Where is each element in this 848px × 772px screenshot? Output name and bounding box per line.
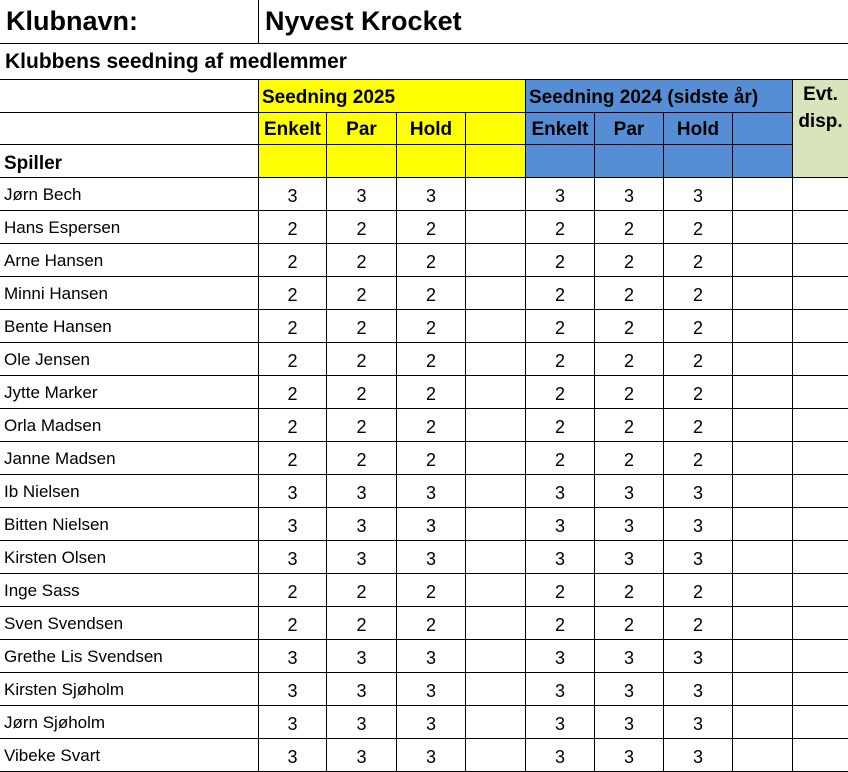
extra-2025-cell[interactable] (466, 673, 526, 706)
hold-2025-cell[interactable]: 3 (397, 640, 466, 673)
player-name-cell[interactable]: Arne Hansen (0, 244, 259, 277)
disp-cell[interactable] (793, 310, 848, 343)
par-2025-cell[interactable]: 2 (327, 442, 397, 475)
disp-cell[interactable] (793, 706, 848, 739)
extra-2024-cell[interactable] (733, 574, 793, 607)
extra-2025-cell[interactable] (466, 211, 526, 244)
disp-cell[interactable] (793, 508, 848, 541)
enkelt-2024-cell[interactable]: 2 (526, 442, 595, 475)
enkelt-2025-cell[interactable]: 3 (259, 541, 327, 574)
par-2025-cell[interactable]: 3 (327, 541, 397, 574)
par-2025-cell[interactable]: 2 (327, 211, 397, 244)
par-2024-cell[interactable]: 2 (595, 409, 664, 442)
enkelt-2024-header[interactable]: Enkelt (526, 113, 595, 145)
player-name-cell[interactable]: Grethe Lis Svendsen (0, 640, 259, 673)
hold-2025-cell[interactable]: 2 (397, 409, 466, 442)
hold-2024-cell[interactable]: 2 (664, 310, 733, 343)
hold-2025-cell[interactable]: 3 (397, 178, 466, 211)
enkelt-2025-cell[interactable]: 2 (259, 442, 327, 475)
extra-2025-cell[interactable] (466, 475, 526, 508)
extra-2024-cell[interactable] (733, 640, 793, 673)
extra-2024-cell[interactable] (733, 343, 793, 376)
hold-2025-cell[interactable]: 2 (397, 277, 466, 310)
player-name-cell[interactable]: Sven Svendsen (0, 607, 259, 640)
par-2024-cell[interactable]: 2 (595, 442, 664, 475)
hold-2024-cell[interactable]: 3 (664, 508, 733, 541)
enkelt-2024-cell[interactable]: 3 (526, 178, 595, 211)
player-name-cell[interactable]: Inge Sass (0, 574, 259, 607)
extra-2025-cell[interactable] (466, 376, 526, 409)
enkelt-2024-cell[interactable]: 2 (526, 607, 595, 640)
extra-2025-cell[interactable] (466, 442, 526, 475)
disp-cell[interactable] (793, 475, 848, 508)
enkelt-2024-cell[interactable]: 2 (526, 244, 595, 277)
hold-2025-cell[interactable]: 3 (397, 739, 466, 772)
hold-2024-cell[interactable]: 3 (664, 541, 733, 574)
extra-2024-cell[interactable] (733, 706, 793, 739)
extra-2025-cell[interactable] (466, 343, 526, 376)
hold-2025-cell[interactable]: 2 (397, 244, 466, 277)
player-name-cell[interactable]: Ole Jensen (0, 343, 259, 376)
hold-2024-cell[interactable]: 2 (664, 244, 733, 277)
par-2024-header[interactable]: Par (595, 113, 664, 145)
hold-2025-cell[interactable]: 3 (397, 508, 466, 541)
hold-2024-cell[interactable]: 2 (664, 343, 733, 376)
par-2024-cell[interactable]: 3 (595, 706, 664, 739)
hold-2024-cell[interactable]: 2 (664, 211, 733, 244)
par-2024-cell[interactable]: 3 (595, 739, 664, 772)
enkelt-2024-cell[interactable]: 3 (526, 739, 595, 772)
extra-2024-cell[interactable] (733, 541, 793, 574)
seed-2025-header[interactable]: Seedning 2025 (259, 80, 526, 113)
player-name-cell[interactable]: Kirsten Olsen (0, 541, 259, 574)
enkelt-2024-cell[interactable]: 3 (526, 475, 595, 508)
extra-2024-cell[interactable] (733, 508, 793, 541)
player-name-cell[interactable]: Kirsten Sjøholm (0, 673, 259, 706)
enkelt-2024-cell[interactable]: 2 (526, 310, 595, 343)
par-2024-cell[interactable]: 2 (595, 376, 664, 409)
par-2025-cell[interactable]: 2 (327, 277, 397, 310)
extra-2024-cell[interactable] (733, 475, 793, 508)
extra-2025-cell[interactable] (466, 574, 526, 607)
par-2025-cell[interactable]: 3 (327, 508, 397, 541)
hold-2025-header[interactable]: Hold (397, 113, 466, 145)
player-name-cell[interactable]: Vibeke Svart (0, 739, 259, 772)
blank-2024-par[interactable] (595, 145, 664, 178)
par-2024-cell[interactable]: 3 (595, 178, 664, 211)
enkelt-2025-cell[interactable]: 3 (259, 673, 327, 706)
par-2024-cell[interactable]: 3 (595, 475, 664, 508)
club-name-cell[interactable]: Nyvest Krocket (259, 0, 848, 44)
disp-cell[interactable] (793, 607, 848, 640)
hold-2025-cell[interactable]: 2 (397, 574, 466, 607)
par-2024-cell[interactable]: 3 (595, 640, 664, 673)
blank-2025-par[interactable] (327, 145, 397, 178)
disp-cell[interactable] (793, 640, 848, 673)
extra-2025-cell[interactable] (466, 310, 526, 343)
hold-2024-cell[interactable]: 3 (664, 706, 733, 739)
blank-2025-enkelt[interactable] (259, 145, 327, 178)
blank-header-cell-2[interactable] (0, 113, 259, 145)
player-name-cell[interactable]: Bitten Nielsen (0, 508, 259, 541)
hold-2024-cell[interactable]: 3 (664, 739, 733, 772)
enkelt-2025-cell[interactable]: 2 (259, 310, 327, 343)
disp-cell[interactable] (793, 574, 848, 607)
disp-cell[interactable] (793, 211, 848, 244)
hold-2024-cell[interactable]: 3 (664, 475, 733, 508)
hold-2024-cell[interactable]: 3 (664, 673, 733, 706)
blank-2024-enkelt[interactable] (526, 145, 595, 178)
enkelt-2025-cell[interactable]: 2 (259, 277, 327, 310)
hold-2024-cell[interactable]: 2 (664, 376, 733, 409)
enkelt-2024-cell[interactable]: 2 (526, 574, 595, 607)
disp-cell[interactable] (793, 673, 848, 706)
disp-header-line2: disp. (798, 111, 843, 132)
enkelt-2024-cell[interactable]: 3 (526, 541, 595, 574)
enkelt-2024-cell[interactable]: 3 (526, 673, 595, 706)
extra-2025-cell[interactable] (466, 640, 526, 673)
player-name-cell[interactable]: Janne Madsen (0, 442, 259, 475)
subtitle-cell[interactable]: Klubbens seedning af medlemmer (0, 44, 848, 80)
enkelt-2025-cell[interactable]: 2 (259, 211, 327, 244)
enkelt-2025-header[interactable]: Enkelt (259, 113, 327, 145)
disp-cell[interactable] (793, 376, 848, 409)
hold-2024-cell[interactable]: 2 (664, 607, 733, 640)
extra-2025-cell[interactable] (466, 508, 526, 541)
extra-2025-cell[interactable] (466, 409, 526, 442)
player-name-cell[interactable]: Bente Hansen (0, 310, 259, 343)
disp-cell[interactable] (793, 739, 848, 772)
extra-2024-cell[interactable] (733, 607, 793, 640)
extra-2025-cell[interactable] (466, 244, 526, 277)
player-name-cell[interactable]: Jørn Bech (0, 178, 259, 211)
hold-2024-cell[interactable]: 2 (664, 442, 733, 475)
extra-2024-cell[interactable] (733, 673, 793, 706)
par-2025-header[interactable]: Par (327, 113, 397, 145)
extra-2024-cell[interactable] (733, 277, 793, 310)
blank-header-cell[interactable] (0, 80, 259, 113)
enkelt-2025-cell[interactable]: 3 (259, 508, 327, 541)
disp-header[interactable] (793, 80, 848, 178)
par-2024-cell[interactable]: 2 (595, 244, 664, 277)
extra-2025-header[interactable] (466, 113, 526, 145)
extra-2024-cell[interactable] (733, 310, 793, 343)
hold-2025-cell[interactable]: 2 (397, 376, 466, 409)
par-2025-cell[interactable]: 2 (327, 574, 397, 607)
par-2025-cell[interactable]: 2 (327, 244, 397, 277)
enkelt-2025-cell[interactable]: 2 (259, 244, 327, 277)
par-2025-cell[interactable]: 3 (327, 178, 397, 211)
hold-2024-cell[interactable]: 3 (664, 640, 733, 673)
enkelt-2024-cell[interactable]: 2 (526, 211, 595, 244)
hold-2024-header[interactable]: Hold (664, 113, 733, 145)
par-2024-cell[interactable]: 2 (595, 607, 664, 640)
enkelt-2025-cell[interactable]: 2 (259, 343, 327, 376)
enkelt-2024-cell[interactable]: 2 (526, 343, 595, 376)
disp-cell[interactable] (793, 541, 848, 574)
player-name-cell[interactable]: Minni Hansen (0, 277, 259, 310)
disp-cell[interactable] (793, 178, 848, 211)
enkelt-2025-cell[interactable]: 2 (259, 607, 327, 640)
player-name-cell[interactable]: Hans Espersen (0, 211, 259, 244)
enkelt-2024-cell[interactable]: 2 (526, 376, 595, 409)
enkelt-2024-cell[interactable]: 3 (526, 706, 595, 739)
player-name-cell[interactable]: Jytte Marker (0, 376, 259, 409)
hold-2025-cell[interactable]: 3 (397, 475, 466, 508)
hold-2025-cell[interactable]: 2 (397, 310, 466, 343)
extra-2024-cell[interactable] (733, 442, 793, 475)
disp-cell[interactable] (793, 244, 848, 277)
hold-2025-cell[interactable]: 3 (397, 706, 466, 739)
club-label-cell[interactable]: Klubnavn: (0, 0, 259, 44)
enkelt-2024-cell[interactable]: 3 (526, 508, 595, 541)
hold-2024-cell[interactable]: 2 (664, 409, 733, 442)
extra-2024-cell[interactable] (733, 409, 793, 442)
extra-2024-header[interactable] (733, 113, 793, 145)
par-2025-cell[interactable]: 3 (327, 739, 397, 772)
enkelt-2024-cell[interactable]: 3 (526, 640, 595, 673)
hold-2025-cell[interactable]: 3 (397, 541, 466, 574)
par-2025-cell[interactable]: 2 (327, 310, 397, 343)
player-name-cell[interactable]: Orla Madsen (0, 409, 259, 442)
extra-2024-cell[interactable] (733, 376, 793, 409)
hold-2024-cell[interactable]: 2 (664, 277, 733, 310)
seed-2024-header[interactable]: Seedning 2024 (sidste år) (526, 80, 793, 113)
par-2025-cell[interactable]: 3 (327, 673, 397, 706)
par-2025-cell[interactable]: 3 (327, 475, 397, 508)
player-name-cell[interactable]: Ib Nielsen (0, 475, 259, 508)
disp-cell[interactable] (793, 409, 848, 442)
par-2024-cell[interactable]: 2 (595, 277, 664, 310)
par-2024-cell[interactable]: 3 (595, 508, 664, 541)
par-2025-cell[interactable]: 3 (327, 706, 397, 739)
enkelt-2025-cell[interactable]: 3 (259, 475, 327, 508)
par-2025-cell[interactable]: 2 (327, 607, 397, 640)
blank-2025-hold[interactable] (397, 145, 466, 178)
blank-2024-extra[interactable] (733, 145, 793, 178)
enkelt-2025-cell[interactable]: 3 (259, 739, 327, 772)
enkelt-2024-cell[interactable]: 2 (526, 277, 595, 310)
disp-cell[interactable] (793, 277, 848, 310)
par-2025-cell[interactable]: 2 (327, 343, 397, 376)
enkelt-2025-cell[interactable]: 2 (259, 409, 327, 442)
spiller-header[interactable]: Spiller (0, 145, 259, 178)
par-2024-cell[interactable]: 2 (595, 211, 664, 244)
extra-2025-cell[interactable] (466, 277, 526, 310)
blank-2025-extra[interactable] (466, 145, 526, 178)
blank-2024-hold[interactable] (664, 145, 733, 178)
extra-2025-cell[interactable] (466, 541, 526, 574)
par-2024-cell[interactable]: 2 (595, 343, 664, 376)
player-name-cell[interactable]: Jørn Sjøholm (0, 706, 259, 739)
hold-2024-cell[interactable]: 3 (664, 178, 733, 211)
hold-2025-cell[interactable]: 2 (397, 442, 466, 475)
hold-2025-cell[interactable]: 2 (397, 211, 466, 244)
par-2025-cell[interactable]: 2 (327, 409, 397, 442)
hold-2025-cell[interactable]: 2 (397, 607, 466, 640)
hold-2025-cell[interactable]: 2 (397, 343, 466, 376)
disp-cell[interactable] (793, 343, 848, 376)
extra-2025-cell[interactable] (466, 739, 526, 772)
enkelt-2025-cell[interactable]: 2 (259, 574, 327, 607)
hold-2025-cell[interactable]: 3 (397, 673, 466, 706)
par-2024-cell[interactable]: 2 (595, 310, 664, 343)
enkelt-2025-cell[interactable]: 2 (259, 376, 327, 409)
enkelt-2025-cell[interactable]: 3 (259, 706, 327, 739)
extra-2024-cell[interactable] (733, 211, 793, 244)
enkelt-2025-cell[interactable]: 3 (259, 178, 327, 211)
enkelt-2024-cell[interactable]: 2 (526, 409, 595, 442)
hold-2024-cell[interactable]: 2 (664, 574, 733, 607)
par-2024-cell[interactable]: 3 (595, 541, 664, 574)
disp-cell[interactable] (793, 442, 848, 475)
extra-2024-cell[interactable] (733, 244, 793, 277)
enkelt-2025-cell[interactable]: 3 (259, 640, 327, 673)
extra-2024-cell[interactable] (733, 178, 793, 211)
extra-2025-cell[interactable] (466, 607, 526, 640)
extra-2025-cell[interactable] (466, 706, 526, 739)
extra-2025-cell[interactable] (466, 178, 526, 211)
extra-2024-cell[interactable] (733, 739, 793, 772)
disp-header-line1: Evt. (803, 84, 838, 105)
par-2025-cell[interactable]: 3 (327, 640, 397, 673)
par-2025-cell[interactable]: 2 (327, 376, 397, 409)
par-2024-cell[interactable]: 3 (595, 673, 664, 706)
par-2024-cell[interactable]: 2 (595, 574, 664, 607)
